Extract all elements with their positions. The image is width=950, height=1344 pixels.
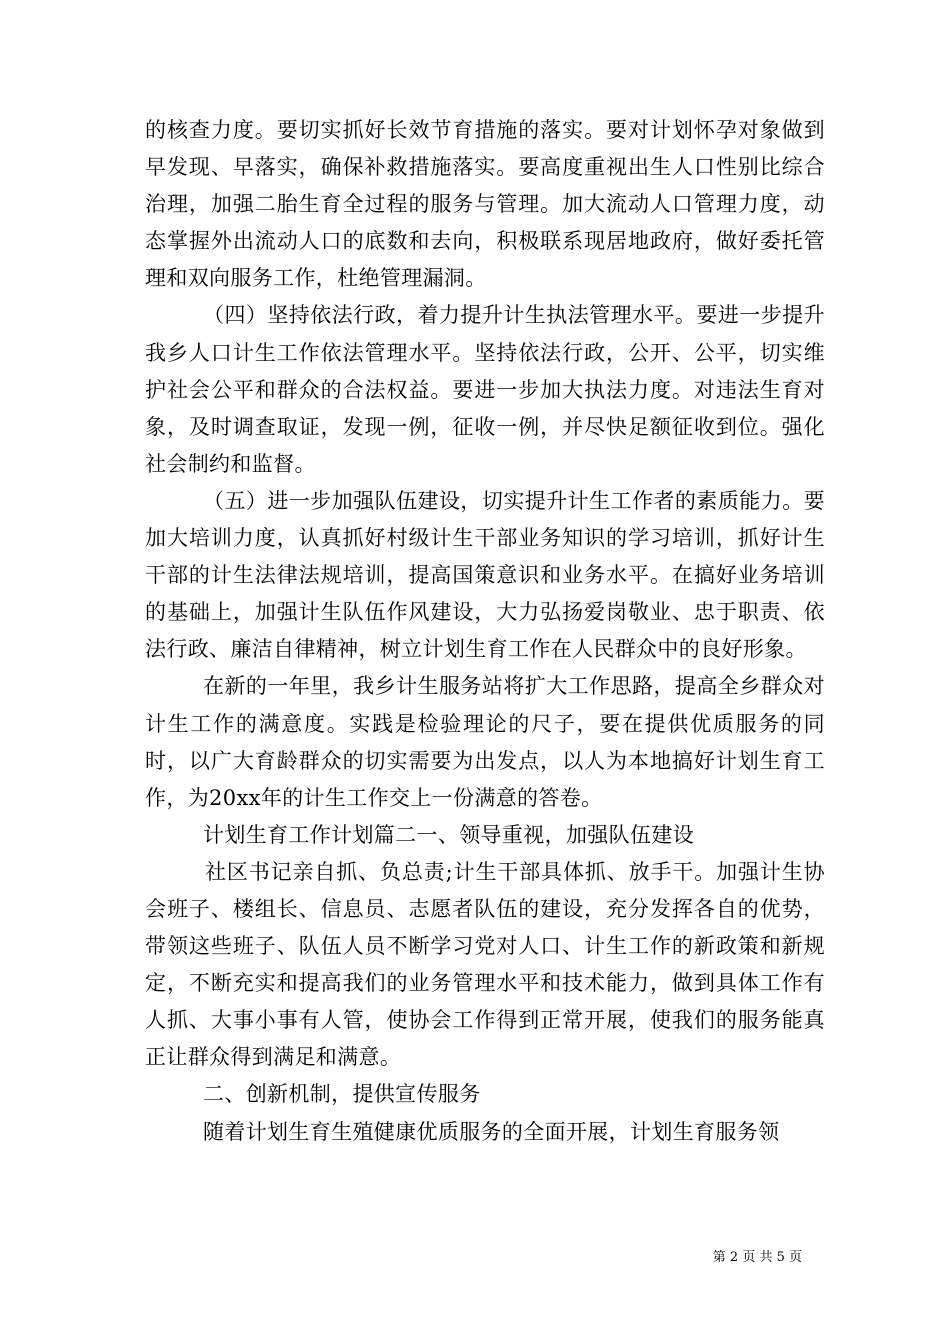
page-number: 第 2 页 共 5 页 <box>712 1250 802 1265</box>
paragraph-3: （五）进一步加强队伍建设，切实提升计生工作者的素质能力。要加大培训力度，认真抓好村级计生干部业务知识的学习培训，抓好计生干部的计生法律法规培训，提高国策意识和业务水平。在搞好业务培训的基础上，加强计生队伍作风建设，大力弘扬爱岗敬业、忠于职责、依法行政、廉洁自律精神，树立计划生育工作在人民群众中的良好形象。 <box>145 488 825 662</box>
paragraph-4: 在新的一年里，我乡计生服务站将扩大工作思路，提高全乡群众对计生工作的满意度。实践是检验理论的尺子，要在提供优质服务的同时，以广大育龄群众的切实需要为出发点，以人为本地搞好计划生育工作，为20xx年的计生工作交上一份满意的答卷。 <box>145 674 825 810</box>
paragraph-8: 随着计划生育生殖健康优质服务的全面开展，计划生育服务领 <box>203 1119 780 1144</box>
paragraph-2: （四）坚持依法行政，着力提升计生执法管理水平。要进一步提升我乡人口计生工作依法管理水平。坚持依法行政，公开、公平，切实维护社会公平和群众的合法权益。要进一步加大执法力度。对违法生育对象，及时调查取证，发现一例，征收一例，并尽快足额征收到位。强化社会制约和监督。 <box>145 303 825 476</box>
section-heading-two: 二、创新机制，提供宣传服务 <box>203 1082 481 1107</box>
section-heading-plan-two: 计划生育工作计划篇二一、领导重视，加强队伍建设 <box>203 822 695 847</box>
paragraph-1: 的核查力度。要切实抓好长效节育措施的落实。要对计划怀孕对象做到早发现、早落实，确保补救措施落实。要高度重视出生人口性别比综合治理，加强二胎生育全过程的服务与管理。加大流动人口管理力度，动态掌握外出流动人口的底数和去向，积极联系现居地政府，做好委托管理和双向服务工作，杜绝管理漏洞。 <box>145 118 825 291</box>
paragraph-6: 社区书记亲自抓、负总责;计生干部具体抓、放手干。加强计生协会班子、楼组长、信息员、志愿者队伍的建设，充分发挥各自的优势，带领这些班子、队伍人员不断学习党对人口、计生工作的新政策和新规定，不断充实和提高我们的业务管理水平和技术能力，做到具体工作有人抓、大事小事有人管，使协会工作得到正常开展，使我们的服务能真正让群众得到满足和满意。 <box>145 859 825 1070</box>
document-body <box>145 112 825 1151</box>
